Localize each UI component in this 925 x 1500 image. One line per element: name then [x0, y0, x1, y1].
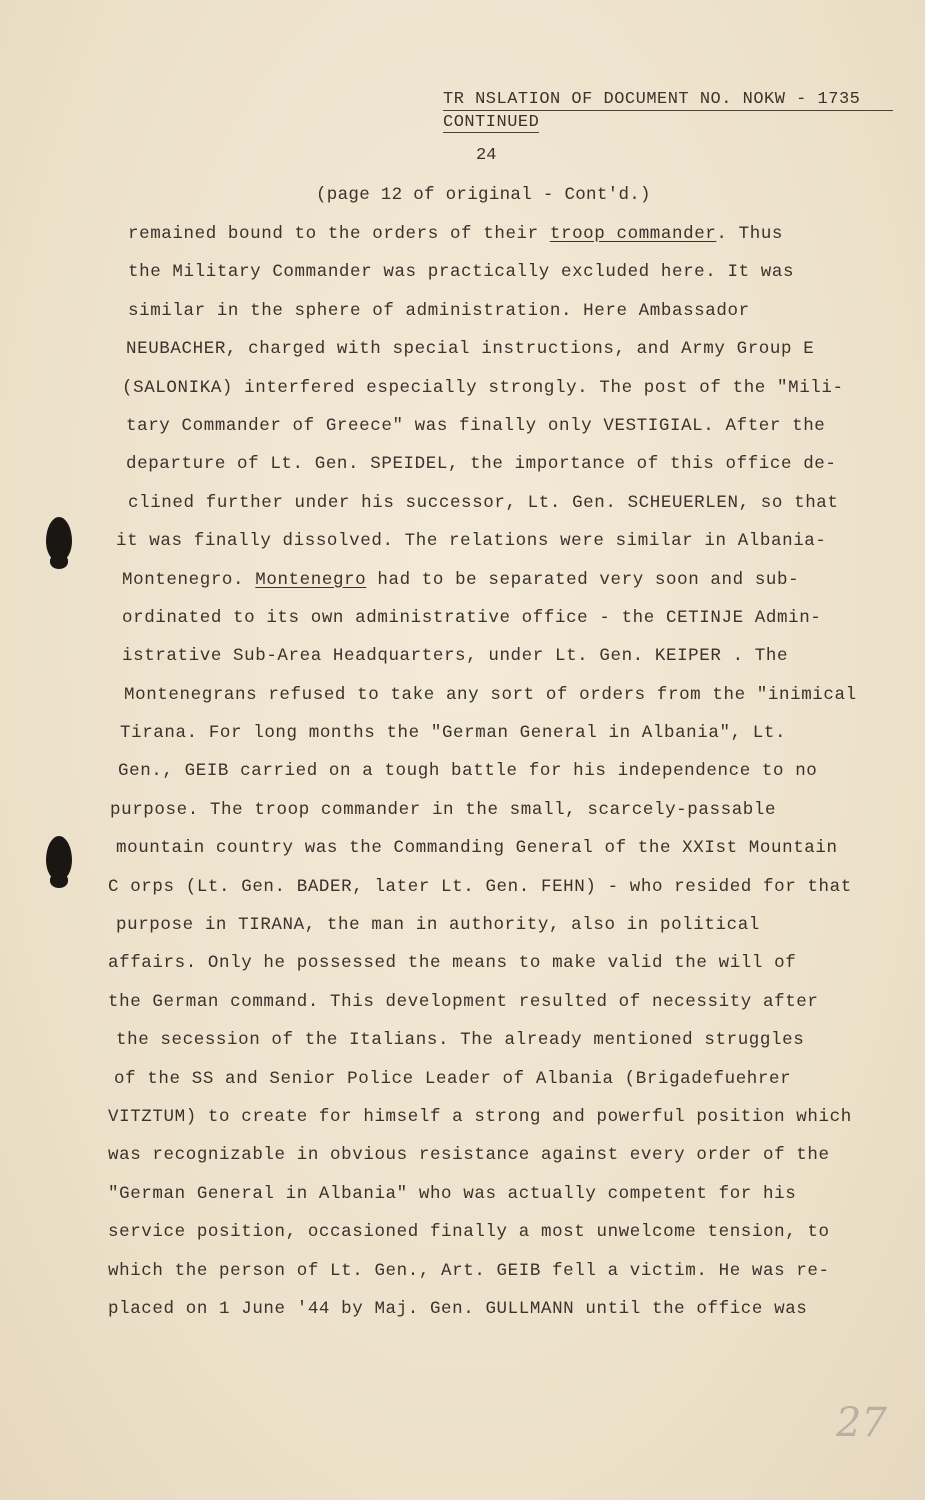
text-line: VITZTUM) to create for himself a strong and powerful position which — [108, 1106, 852, 1127]
punch-hole-mark — [46, 836, 72, 880]
text-line: of the SS and Senior Police Leader of Albania (Brigadefuehrer — [114, 1068, 792, 1089]
header-title: TR NSLATION OF DOCUMENT NO. NOKW - 1735 — [443, 90, 893, 111]
page-number: 24 — [476, 146, 497, 165]
text-line: similar in the sphere of administration. Here Ambassador — [128, 300, 750, 321]
text-line: the Military Commander was practically excluded here. It was — [128, 262, 795, 283]
text-line: placed on 1 June '44 by Maj. Gen. GULLMANN until the office was — [108, 1298, 808, 1319]
text-line: (SALONIKA) interfered especially strongly. The post of the "Mili- — [122, 377, 844, 398]
text-line: the secession of the Italians. The already mentioned struggles — [116, 1030, 805, 1051]
text-line: which the person of Lt. Gen., Art. GEIB fell a victim. He was re- — [108, 1260, 830, 1281]
text-line: tary Commander of Greece" was finally only VESTIGIAL. After the — [126, 415, 826, 436]
page-subheading: (page 12 of original - Cont'd.) — [316, 185, 651, 205]
text-line: clined further under his successor, Lt. Gen. SCHEUERLEN, so that — [128, 492, 839, 513]
text-line: istrative Sub-Area Headquarters, under Lt. Gen. KEIPER . The — [122, 646, 789, 667]
text-line: purpose in TIRANA, the man in authority, also in political — [116, 915, 760, 936]
text-line: Tirana. For long months the "German General in Albania", Lt. — [120, 723, 787, 744]
text-line: mountain country was the Commanding General of the XXIst Mountain — [116, 838, 838, 859]
text-line: it was finally dissolved. The relations were similar in Albania- — [116, 531, 827, 552]
text-line: Montenegrans refused to take any sort of orders from the "inimical — [124, 684, 857, 705]
text-line: was recognizable in obvious resistance against every order of the — [108, 1145, 830, 1166]
text-line: "German General in Albania" who was actually competent for his — [108, 1183, 797, 1204]
body-text — [108, 215, 888, 1328]
folio-number: 27 — [836, 1400, 887, 1446]
underlined-phrase: Montenegro — [255, 569, 367, 590]
text-line: Gen., GEIB carried on a tough battle for his independence to no — [118, 761, 818, 782]
header-continued: CONTINUED — [443, 113, 540, 132]
text-line: the German command. This development resulted of necessity after — [108, 991, 819, 1012]
text-line: ordinated to its own administrative office - the CETINJE Admin- — [122, 607, 822, 628]
text-line: remained bound to the orders of their troop commander. Thus — [128, 224, 784, 244]
text-line: C orps (Lt. Gen. BADER, later Lt. Gen. FEHN) - who resided for that — [108, 876, 852, 897]
text-line: departure of Lt. Gen. SPEIDEL, the importance of this office de- — [126, 454, 837, 475]
text-line: purpose. The troop commander in the small, scarcely-passable — [110, 799, 777, 820]
text-line: affairs. Only he possessed the means to make valid the will of — [108, 953, 797, 974]
document-header — [443, 90, 913, 132]
underlined-phrase: troop commander — [549, 224, 717, 244]
text-line: NEUBACHER, charged with special instructions, and Army Group E — [126, 339, 815, 360]
text-line: Montenegro. Montenegro had to be separated very soon and sub- — [122, 569, 800, 590]
punch-hole-mark — [46, 517, 72, 561]
text-line: service position, occasioned finally a most unwelcome tension, to — [108, 1222, 830, 1243]
